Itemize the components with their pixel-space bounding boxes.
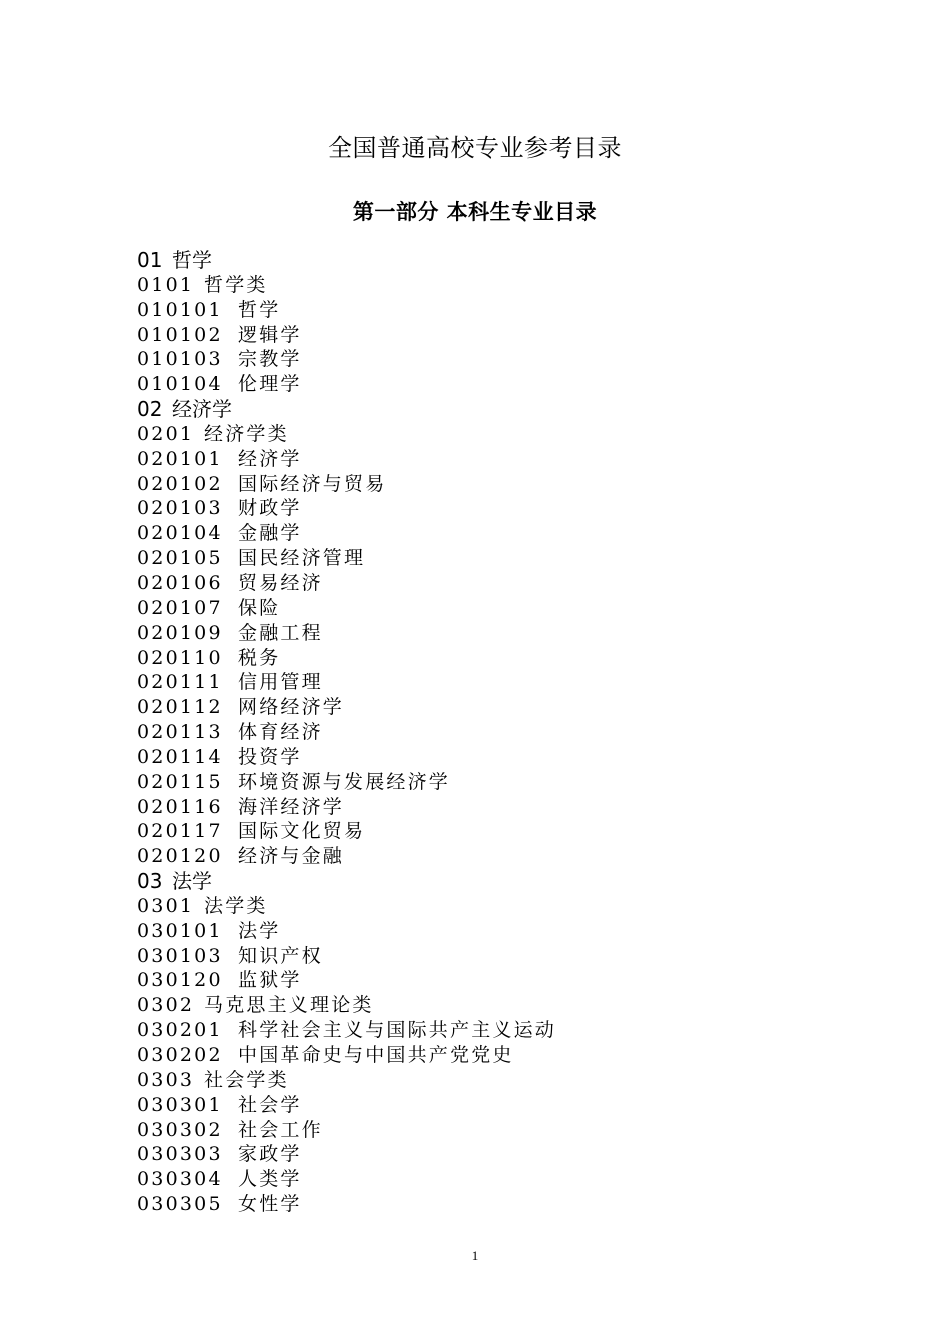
document-subtitle: 第一部分 本科生专业目录 xyxy=(352,200,598,224)
major-catalog-list xyxy=(137,248,897,1217)
major-name: 知识产权 xyxy=(238,944,323,967)
major-name: 金融工程 xyxy=(238,621,323,644)
major-name: 经济学 xyxy=(238,447,302,470)
major-code: 030302 xyxy=(137,1118,223,1141)
major-code: 020113 xyxy=(137,721,223,744)
major-name: 体育经济 xyxy=(238,721,323,744)
major-row xyxy=(137,298,897,323)
major-code: 030202 xyxy=(137,1044,223,1066)
major-name: 保险 xyxy=(238,596,281,619)
major-code: 020114 xyxy=(137,745,223,768)
major-row xyxy=(137,496,897,521)
major-row xyxy=(137,819,897,844)
major-row xyxy=(137,521,897,546)
category-row xyxy=(137,1068,897,1093)
major-code: 030303 xyxy=(137,1143,223,1166)
major-name: 科学社会主义与国际共产主义运动 xyxy=(238,1019,557,1042)
major-row xyxy=(137,1167,897,1192)
discipline-code: 03 xyxy=(137,869,163,894)
major-row xyxy=(137,472,897,497)
major-code: 020105 xyxy=(137,547,223,570)
category-name: 哲学类 xyxy=(204,273,268,296)
major-name: 金融学 xyxy=(238,522,302,545)
major-code: 020101 xyxy=(137,447,223,470)
major-row xyxy=(137,1018,897,1043)
major-code: 020109 xyxy=(137,621,223,644)
major-code: 010102 xyxy=(137,323,223,346)
major-code: 020107 xyxy=(137,596,223,619)
major-row xyxy=(137,621,897,646)
major-name: 网络经济学 xyxy=(238,696,345,719)
major-row xyxy=(137,844,897,869)
major-row xyxy=(137,447,897,472)
major-name: 哲学 xyxy=(238,298,281,321)
major-row xyxy=(137,546,897,571)
major-code: 030304 xyxy=(137,1168,223,1191)
discipline-name: 法学 xyxy=(172,869,212,894)
major-code: 030201 xyxy=(137,1019,223,1042)
major-code: 020110 xyxy=(137,646,223,669)
category-row xyxy=(137,993,897,1018)
major-row xyxy=(137,571,897,596)
major-name: 财政学 xyxy=(238,497,302,520)
major-name: 逻辑学 xyxy=(238,323,302,346)
discipline-row xyxy=(137,869,897,894)
major-code: 020115 xyxy=(137,770,223,793)
major-name: 环境资源与发展经济学 xyxy=(238,770,451,793)
major-row xyxy=(137,1142,897,1167)
discipline-row xyxy=(137,248,897,273)
major-row xyxy=(137,795,897,820)
major-code: 020102 xyxy=(137,472,223,495)
discipline-code: 01 xyxy=(137,248,163,272)
major-row xyxy=(137,720,897,745)
discipline-name: 经济学 xyxy=(172,397,232,422)
major-code: 030101 xyxy=(137,919,223,942)
major-row xyxy=(137,372,897,397)
major-name: 宗教学 xyxy=(238,348,302,371)
major-name: 经济与金融 xyxy=(238,845,345,868)
major-code: 010103 xyxy=(137,348,223,371)
major-row xyxy=(137,695,897,720)
major-code: 020111 xyxy=(137,671,223,694)
category-code: 0101 xyxy=(137,273,195,296)
major-name: 中国革命史与中国共产党党史 xyxy=(238,1044,514,1066)
major-name: 信用管理 xyxy=(238,671,323,694)
major-name: 国民经济管理 xyxy=(238,547,366,570)
major-name: 女性学 xyxy=(238,1193,302,1216)
major-row xyxy=(137,1192,897,1217)
category-code: 0302 xyxy=(137,994,195,1017)
major-name: 伦理学 xyxy=(238,373,302,396)
major-name: 监狱学 xyxy=(238,969,302,992)
major-name: 税务 xyxy=(238,646,281,669)
category-name: 马克思主义理论类 xyxy=(204,994,374,1017)
category-name: 经济学类 xyxy=(204,422,289,445)
major-name: 贸易经济 xyxy=(238,571,323,594)
major-row xyxy=(137,670,897,695)
major-row xyxy=(137,646,897,671)
category-code: 0301 xyxy=(137,894,195,917)
major-name: 投资学 xyxy=(238,745,302,768)
major-code: 030305 xyxy=(137,1193,223,1216)
discipline-row xyxy=(137,397,897,422)
major-code: 030301 xyxy=(137,1093,223,1116)
major-row xyxy=(137,919,897,944)
major-code: 010104 xyxy=(137,373,223,396)
major-code: 020106 xyxy=(137,571,223,594)
discipline-name: 哲学 xyxy=(172,248,212,272)
major-row xyxy=(137,1118,897,1143)
major-row xyxy=(137,596,897,621)
major-row xyxy=(137,745,897,770)
category-row xyxy=(137,273,897,298)
major-code: 030103 xyxy=(137,944,223,967)
major-name: 社会工作 xyxy=(238,1118,323,1141)
major-name: 人类学 xyxy=(238,1168,302,1191)
category-row xyxy=(137,422,897,447)
major-name: 社会学 xyxy=(238,1093,302,1116)
major-code: 020120 xyxy=(137,845,223,868)
major-row xyxy=(137,1043,897,1068)
major-code: 020103 xyxy=(137,497,223,520)
category-name: 社会学类 xyxy=(204,1068,289,1091)
discipline-code: 02 xyxy=(137,397,163,422)
major-code: 030120 xyxy=(137,969,223,992)
major-row xyxy=(137,1093,897,1118)
major-code: 020104 xyxy=(137,522,223,545)
major-code: 020112 xyxy=(137,696,223,719)
major-row xyxy=(137,770,897,795)
document-title: 全国普通高校专业参考目录 xyxy=(328,134,622,162)
major-code: 020116 xyxy=(137,795,223,818)
category-code: 0201 xyxy=(137,422,195,445)
major-code: 010101 xyxy=(137,298,223,321)
major-code: 020117 xyxy=(137,820,223,843)
major-row xyxy=(137,944,897,969)
major-name: 国际经济与贸易 xyxy=(238,472,387,495)
major-name: 家政学 xyxy=(238,1143,302,1166)
major-name: 海洋经济学 xyxy=(238,795,345,818)
page-number: 1 xyxy=(471,1248,479,1263)
major-row xyxy=(137,347,897,372)
category-name: 法学类 xyxy=(204,894,268,917)
major-name: 法学 xyxy=(238,919,281,942)
major-row xyxy=(137,323,897,348)
major-name: 国际文化贸易 xyxy=(238,820,366,843)
major-row xyxy=(137,968,897,993)
category-code: 0303 xyxy=(137,1068,195,1091)
category-row xyxy=(137,894,897,919)
